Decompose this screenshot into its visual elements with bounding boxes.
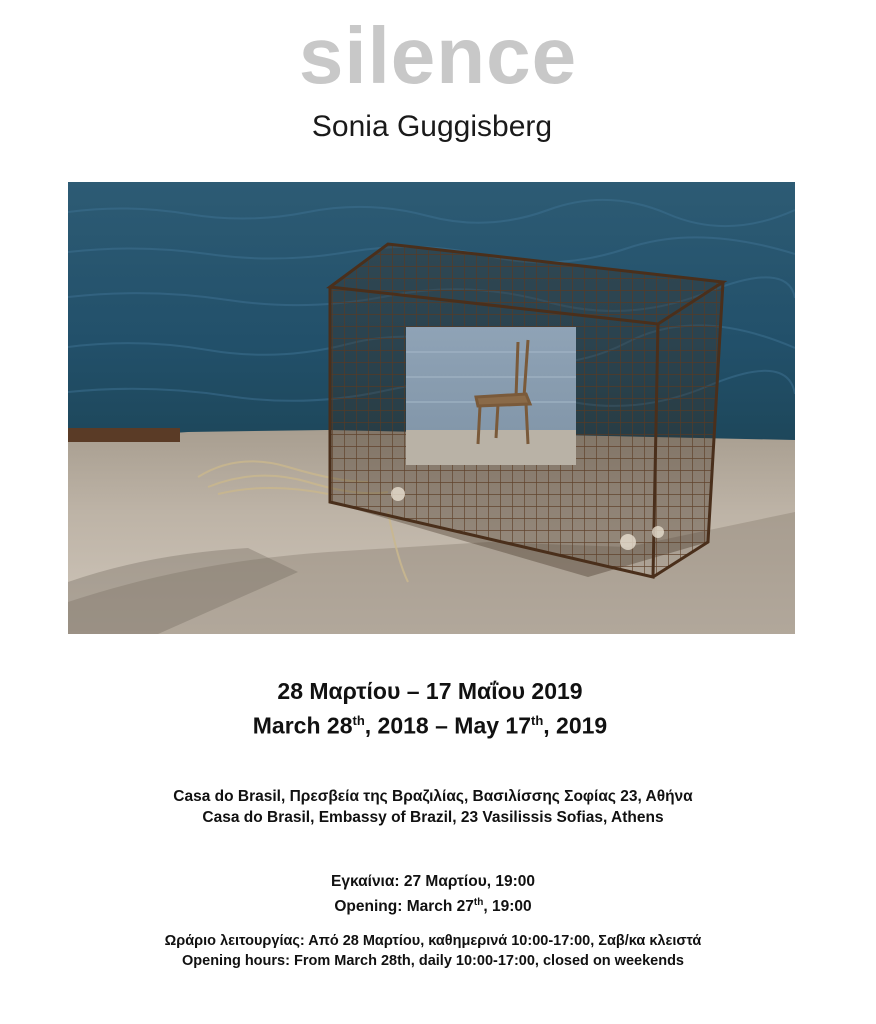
opening-english-time: , 19:00 [483, 898, 532, 916]
hours-english: Opening hours: From March 28th, daily 10:00-17:00, closed on weekends [182, 953, 684, 969]
opening-greek: Εγκαίνια: 27 Μαρτίου, 19:00 [331, 873, 535, 890]
dates-english-end: , 2019 [543, 712, 608, 739]
opening-english-start: Opening: March 27 [334, 898, 474, 916]
exhibition-photo [68, 182, 795, 634]
artist-name: Sonia Guggisberg [311, 110, 553, 143]
venue-greek: Casa do Brasil, Πρεσβεία της Βραζιλίας, Βασιλίσσης Σοφίας 23, Αθήνα [173, 788, 693, 805]
dates-greek: 28 Μαρτίου – 17 Μαΐου 2019 [277, 678, 583, 704]
exhibition-title: silence [298, 11, 578, 100]
dates-english-ordinal-2: th [531, 713, 544, 728]
opening-hours [0, 931, 866, 971]
opening-info [0, 871, 866, 917]
dates-english-start: March 28 [252, 712, 353, 739]
hours-greek: Ωράριο λειτουργίας: Από 28 Μαρτίου, καθημερινά 10:00-17:00, Σαβ/κα κλειστά [164, 933, 702, 949]
venue-english: Casa do Brasil, Embassy of Brazil, 23 Vasilissis Sofias, Athens [202, 809, 664, 826]
opening-english [0, 892, 866, 917]
venue-info [0, 786, 866, 828]
dates-english-ordinal-1: th [352, 713, 365, 728]
opening-english-ordinal: th [473, 897, 484, 908]
exhibition-dates [0, 676, 860, 741]
dates-english [0, 706, 860, 741]
dates-english-middle: , 2018 – May 17 [364, 712, 531, 739]
